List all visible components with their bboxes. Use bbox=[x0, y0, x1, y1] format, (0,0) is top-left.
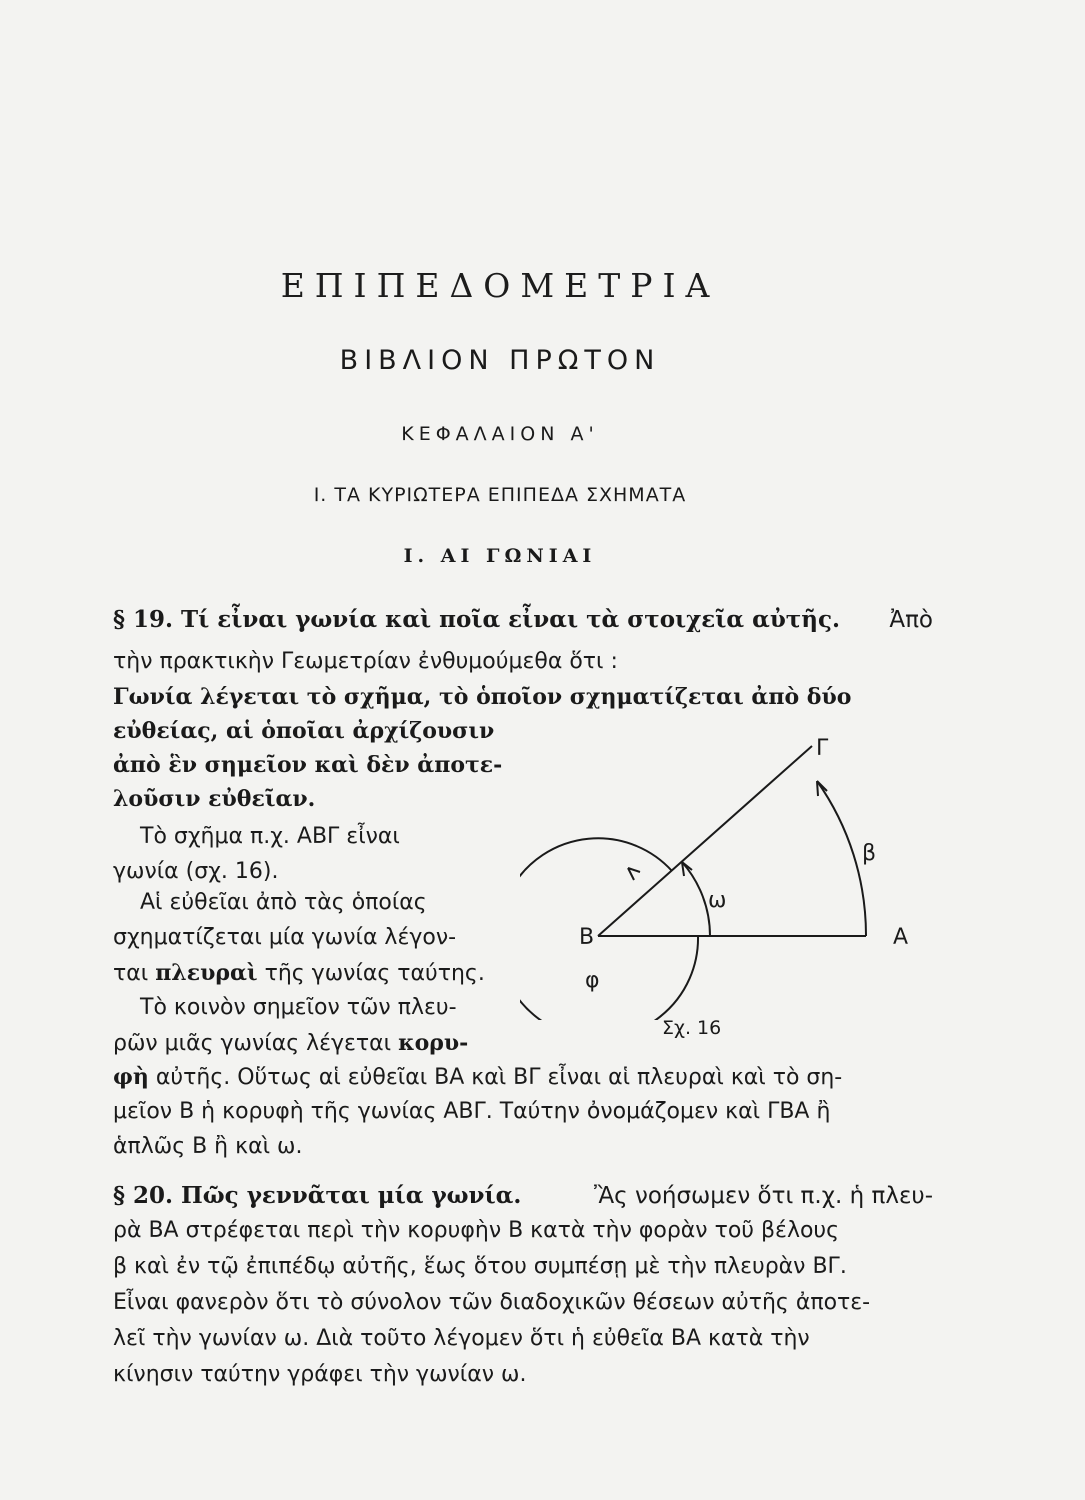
side-label-a: Α bbox=[893, 925, 909, 950]
arrow-beta-label: β bbox=[862, 841, 877, 866]
para19-l6: Τὸ κοινὸν σημεῖον τῶν πλευ- bbox=[140, 995, 457, 1020]
vertex-label-b: Β bbox=[579, 925, 595, 950]
arc-omega bbox=[682, 862, 710, 936]
term-sides: πλευραὶ bbox=[155, 960, 258, 986]
book-heading: ΒΙΒΛΙΟΝ ΠΡΩΤΟΝ bbox=[339, 345, 661, 376]
para19-heading: § 19. Τί εἶναι γωνία καὶ ποῖα εἶναι τὰ στοιχεῖα αὐτῆς. bbox=[113, 606, 840, 633]
para19-l8b: αὐτῆς. Οὕτως αἱ εὐθεῖαι ΒΑ καὶ ΒΓ εἶναι αἱ πλευραὶ καὶ τὸ ση- bbox=[155, 1065, 843, 1090]
para19-l5a: ται bbox=[113, 961, 149, 986]
section-heading: Ι. ΤΑ ΚΥΡΙΩΤΕΡΑ ΕΠΙΠΕΔΑ ΣΧΗΜΑΤΑ bbox=[313, 484, 687, 506]
definition-line-2: εὐθείας, αἱ ὁποῖαι ἀρχίζουσιν bbox=[113, 718, 495, 744]
term-vertex-start: κορυ- bbox=[398, 1030, 469, 1056]
figure-caption: Σχ. 16 bbox=[662, 1017, 722, 1039]
para19-l5c: τῆς γωνίας ταύτης. bbox=[264, 961, 485, 986]
para20-l2: ρὰ ΒΑ στρέφεται περὶ τὴν κορυφὴν Β κατὰ τὴν φορὰν τοῦ βέλους bbox=[113, 1218, 840, 1243]
para19-l9: μεῖον Β ἡ κορυφὴ τῆς γωνίας ΑΒΓ. Ταύτην ὀνομάζομεν καὶ ΓΒΑ ἢ bbox=[113, 1099, 831, 1124]
para20-heading: § 20. Πῶς γεννᾶται μία γωνία. bbox=[113, 1182, 522, 1209]
angle-figure bbox=[520, 720, 920, 1020]
para19-l2: γωνία (σχ. 16). bbox=[113, 859, 279, 884]
para19-l1: Τὸ σχῆμα π.χ. ΑΒΓ εἶναι bbox=[140, 824, 400, 849]
para20-l5: λεῖ τὴν γωνίαν ω. Διὰ τοῦτο λέγομεν ὅτι ἡ εὐθεῖα ΒΑ κατὰ τὴν bbox=[113, 1326, 810, 1351]
para20-heading-tail: Ἂς νοήσωμεν ὅτι π.χ. ἡ πλευ- bbox=[593, 1183, 933, 1209]
para19-line-2: τὴν πρακτικὴν Γεωμετρίαν ἐνθυμούμεθα ὅτι : bbox=[113, 649, 618, 674]
para19-l5 bbox=[113, 958, 485, 989]
para20-l4: Εἶναι φανερὸν ὅτι τὸ σύνολον τῶν διαδοχικῶν θέσεων αὐτῆς ἀποτε- bbox=[113, 1290, 871, 1315]
definition-line-4: λοῦσιν εὐθεῖαν. bbox=[113, 786, 316, 812]
side-label-g: Γ bbox=[816, 736, 829, 761]
para20-l6: κίνησιν ταύτην γράφει τὴν γωνίαν ω. bbox=[113, 1362, 527, 1387]
para19-l8 bbox=[113, 1062, 842, 1093]
para19-heading-line bbox=[113, 605, 933, 635]
side-bg-line bbox=[598, 746, 812, 936]
para19-l4: σχηματίζεται μία γωνία λέγον- bbox=[113, 925, 457, 950]
angle-phi-label: φ bbox=[585, 968, 600, 993]
para19-l7a: ρῶν μιᾶς γωνίας λέγεται bbox=[113, 1031, 392, 1056]
arrow-head-1 bbox=[628, 868, 640, 880]
para19-l7 bbox=[113, 1028, 468, 1059]
para19-l10: ἁπλῶς Β ἢ καὶ ω. bbox=[113, 1134, 303, 1159]
para19-heading-tail: Ἀπὸ bbox=[889, 607, 933, 633]
definition-line-1: Γωνία λέγεται τὸ σχῆμα, τὸ ὁποῖον σχηματίζεται ἀπὸ δύο bbox=[113, 684, 852, 710]
arc-phi bbox=[520, 838, 698, 1020]
para20-l3: β καὶ ἐν τῷ ἐπιπέδῳ αὐτῆς, ἕως ὅτου συμπέσῃ μὲ τὴν πλευρὰν ΒΓ. bbox=[113, 1254, 847, 1279]
angle-omega-label: ω bbox=[708, 888, 727, 913]
page-title: ΕΠΙΠΕΔΟΜΕΤΡΙΑ bbox=[280, 266, 720, 305]
para19-l3: Αἱ εὐθεῖαι ἀπὸ τὰς ὁποίας bbox=[140, 890, 427, 915]
chapter-heading: ΚΕΦΑΛΑΙΟΝ Α' bbox=[401, 423, 599, 445]
definition-line-3: ἀπὸ ἓν σημεῖον καὶ δὲν ἀποτε- bbox=[113, 752, 503, 778]
para20-heading-line bbox=[113, 1181, 933, 1211]
arc-beta bbox=[817, 781, 866, 936]
subsection-heading: Ι. ΑΙ ΓΩΝΙΑΙ bbox=[403, 545, 597, 567]
term-vertex-end: φὴ bbox=[113, 1064, 149, 1090]
